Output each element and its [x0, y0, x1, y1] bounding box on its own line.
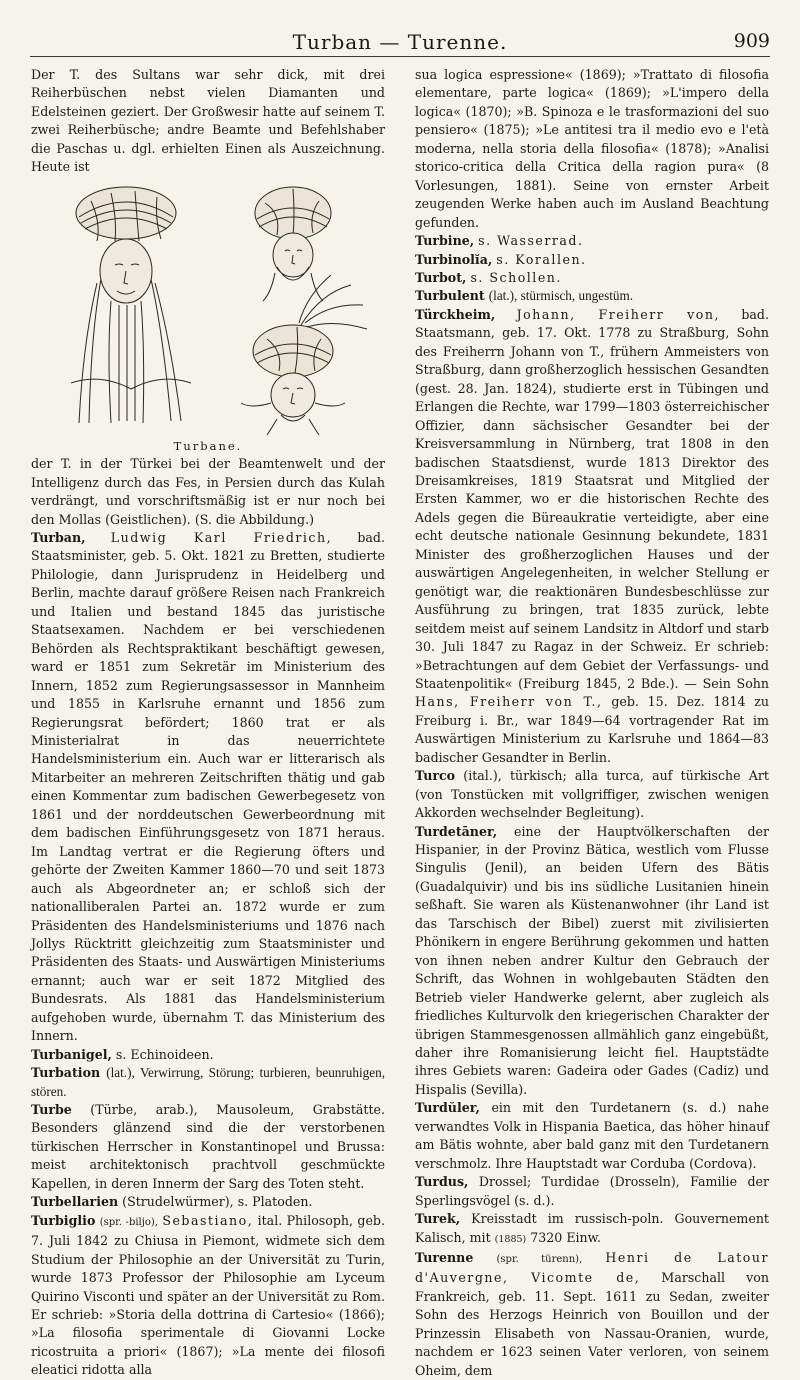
entry-text: (Türbe, arab.), Mausoleum, Grabstätte. Besonders glänzend sind die der verstorbenen türkischen Herrscher in Konstantinopel und Brussa: meist architektonisch prachtvoll geschmückte Kapellen, in deren Innerm der Sarg des Toten steht. [31, 1102, 385, 1191]
entry-text: (lat.), Verwirrung, Störung; turbieren, beunruhigen, stören. [31, 1065, 385, 1099]
pronunciation: (spr. türenn), [496, 1254, 583, 1265]
entry-turduler [415, 1099, 769, 1173]
person-name: Sebastiano, [162, 1212, 254, 1228]
turban-figure-bottom-right [241, 275, 367, 435]
census-year: (1885) [494, 1233, 527, 1245]
headword: Turbinolĭa, [415, 251, 493, 267]
headword: Turbanigel, [31, 1046, 112, 1062]
headword: Turenne [415, 1250, 474, 1265]
entry-text: bad. Staatsminister, geb. 5. Okt. 1821 zu Bretten, studierte Philologie, dann Jurisprudenz in Heidelberg und Berlin, machte darauf größere Reisen nach Frankreich und Italien und bestand 1845 das juristische Staatsexamen. Nachdem er bei verschiedenen Behörden als Rechtspraktikant beschäftigt gewesen, ward er 1851 zum Sekretär im Ministerium des Innern, 1852 zum Regierungsassessor in Mannheim und 1855 in Karlsruhe ernannt und 1856 zum Regierungsrat befördert; 1860 trat er als Ministerialrat in das neuerrichtete Handelsministerium ein. Auch war er litterarisch als Mitarbeiter an mehreren Zeitschriften thätig und gab einen Kommentar zum badischen Gewerbegesetz von 1861 und der norddeutschen Gewerbeordnung mit dem badischen Einführungsgesetz von 1871 heraus. Im Landtag vertrat er die Regierung öfters und gehörte der Zweiten Kammer 1860—70 und seit 1873 auch als Abgeordneter an; er schloß sich der nationalliberalen Partei an. 1872 wurde er zum Präsidenten des Handelsministeriums und 1876 nach Jollys Rücktritt gleichzeitig zum Staatsminister und Präsidenten des Staats- und Auswärtigen Ministeriums ernannt; auch war er seit 1872 Mitglied des Bundesrats. Als 1881 das Handelsministerium aufgehoben wurde, übernahm T. das Ministerium des Innern. [31, 529, 385, 1044]
headword: Turek, [415, 1211, 461, 1227]
headword: Turdetāner, [415, 823, 498, 839]
headword: Turdŭler, [415, 1100, 480, 1116]
entry-text: (lat.), stürmisch, ungestüm. [488, 288, 634, 304]
entry-turbanigel [31, 1046, 385, 1064]
paragraph-turbiglio-continued: sua logica espressione« (1869); »Trattato di filosofia elementare, parte logica« (1869); »L'impero della logica« (1870); »B. Spinoza e le trasformazioni del suo pensiero« (1875); »Le antitesi tra il medio evo e l'età moderna, nella storia della filosofia« (1878); »Analisi storico-critica della Critica della ragion pura« (8 Vorlesungen, 1881). Seine von ernster Arbeit zeugenden Werke haben auch im Ausland Beachtung gefunden. [415, 67, 769, 230]
entry-turbellarien [31, 1193, 385, 1211]
headword: Turbiglio [31, 1212, 96, 1228]
running-title: Turban — Turenne. [292, 30, 508, 54]
page-number: 909 [733, 30, 770, 52]
turban-figure-left [71, 187, 191, 423]
entry-text: Marschall von Frankreich, geb. 11. Sept. 1611 zu Sedan, zweiter Sohn des Herzogs Heinrich von Bouillon und der Prinzessin Elisabeth von Nassau-Oranien, wurde, nachdem er 1623 seinen Vater verloren, von seinem Oheim, dem [415, 1270, 769, 1378]
headword: Turbe [31, 1102, 72, 1118]
entry-text: (ital.), türkisch; alla turca, auf türkische Art (von Tonstücken mit vollgriffiger, zwischen wenigen Akkorden wechselnder Begleitung). [415, 768, 769, 821]
entry-text-continued: geb. 15. Dez. 1814 zu Freiburg i. Br., war 1849—64 vortragender Rat im Auswärtigen Ministerium zu Karlsruhe und 1864—83 badischer Gesandter in Berlin. [415, 694, 769, 765]
turban-figure-top-right [255, 187, 331, 301]
headword: Turban, [31, 529, 86, 545]
entry-turbulent [415, 287, 769, 305]
entry-text: s. Korallen. [496, 251, 587, 267]
entry-turdus [415, 1173, 769, 1210]
entry-turenne [415, 1249, 769, 1380]
paragraph-turban-intro: Der T. des Sultans war sehr dick, mit drei Reiherbüschen nebst vielen Diamanten und Edelsteinen geziert. Der Großwesir hatte auf seinem T. zwei Reiherbüsche; andre Beamte und Befehlshaber die Paschas u. dgl. erhielten Einen als Auszeichnung. Heute ist [31, 67, 385, 175]
entry-text: s. Wasserrad. [478, 233, 584, 249]
person-name: Henri de Latour d'Auvergne, Vicomte de, [415, 1250, 769, 1286]
right-column [415, 66, 769, 1380]
entry-text: s. Schollen. [470, 269, 562, 285]
entry-turbiglio [31, 1212, 385, 1380]
left-column [31, 66, 385, 1380]
entry-text: s. Echinoideen. [115, 1046, 214, 1062]
entry-text: (Strudelwürmer), s. Platoden. [122, 1194, 313, 1210]
person-name-son: Hans, Freiherr von T., [415, 694, 603, 710]
entry-text: ital. Philosoph, geb. 7. Juli 1842 zu Chiusa in Piemont, widmete sich dem Studium der Philosophie an der Universität zu Turin, wurde 1873 Professor der Philosophie am Lyceum Quirino Visconti und später an der Universität zu Rom. Er schrieb: »Storia della dottrina di Cartesio« (1866); »La filosofia sperimentale di Giovanni Locke ricostruita a priori« (1867); »La mente dei filosofi eleatici ridotta alla [31, 1212, 385, 1378]
entry-turban-ludwig [31, 529, 385, 1046]
entry-text: Drossel; Turdidae (Drosseln), Familie der Sperlingsvögel (s. d.). [415, 1174, 769, 1208]
headword: Turbot, [415, 269, 467, 285]
headword: Türckheim, [415, 306, 496, 322]
entry-turbinolia [415, 251, 769, 269]
pronunciation: (spr. -biljo), [99, 1216, 158, 1228]
header-rule [30, 56, 770, 57]
entry-turbine [415, 232, 769, 250]
entry-text: bad. Staatsmann, geb. 17. Okt. 1778 zu Straßburg, Sohn des Freiherrn Johann von T., frühern Ammeisters von Straßburg, dann großherzoglich hessischen Gesandten (gest. 28. Jan. 1824), studierte erst in Tübingen und Erlangen die Rechte, war 1799—1803 österreichischer Offizier, dann sächsischer Gesandter bei der Kreisversammlung in Nürnberg, trat 1808 in den badischen Staatsdienst, wurde 1813 Direktor des Dreisamkreises, 1819 Staatsrat und Mitglied der Ersten Kammer, wo er die historischen Rechte des Adels gegen die Büreaukratie verteidigte, aber eine echt deutsche nationale Gesinnung bekundete, 1831 Minister des großherzoglichen Hauses und der auswärtigen Angelegenheiten, in welcher Stellung er genötigt war, die reaktionären Bundesbeschlüsse zur Ausführung zu bringen, trat 1835 zurück, lebte seitdem meist auf seinem Landsitz in Altdorf und starb 30. Juli 1847 zu Ragaz in der Schweiz. Er schrieb: »Betrachtungen auf dem Gebiet der Verfassungs- und Staatenpolitik« (Freiburg 1845, 2 Bde.). — Sein Sohn [415, 306, 769, 691]
headword: Turbellarien [31, 1194, 119, 1210]
entry-turdetaner [415, 823, 769, 1100]
entry-turbation [31, 1064, 385, 1101]
turban-engravings-icon [31, 183, 385, 435]
headword: Turbulent [415, 288, 485, 304]
entry-turckheim [415, 306, 769, 767]
figure-caption: Turbane. [173, 438, 243, 453]
entry-turbe [31, 1101, 385, 1193]
entry-turbot [415, 269, 769, 287]
person-name: Johann, Freiherr von, [516, 306, 720, 322]
entry-turco [415, 767, 769, 822]
person-name: Ludwig Karl Friedrich, [110, 529, 333, 545]
entry-turek [415, 1210, 769, 1249]
entry-text: eine der Hauptvölkerschaften der Hispanier, in der Provinz Bätica, westlich vom Flusse Singulis (Jenil), an beiden Ufern des Bätis (Guadalquivir) und bis ins südliche Lusitanien hinein seßhaft. Sie waren als Küstenanwohner (ihr Land ist das Tarschisch der Bibel) zuerst mit zivilisierten Phönikern in engere Berührung gekommen und hatten von ihnen neben andrer Kultur den Gebrauch der Schrift, das Wohnen in wohlgebauten Städten den Betrieb vieler Handwerke gelernt, aber zugleich als friedliches Kulturvolk den kriegerischen Charakter der übrigen Stammesgenossen allmählich ganz eingebüßt, daher ihre Romanisierung leicht fiel. Hauptstädte ihres Gebiets waren: Gadeira oder Gades (Cadiz) und Hispalis (Sevilla). [415, 823, 769, 1097]
headword: Turco [415, 768, 456, 784]
entry-text: Kreisstadt im russisch-poln. Gouvernement Kalisch, mit [415, 1211, 769, 1245]
entry-text: ein mit den Turdetanern (s. d.) nahe verwandtes Volk in Hispania Baetica, das höher hinauf am Bätis wohnte, aber bald ganz mit den Turdetanern verschmolz. Ihre Hauptstadt war Corduba (Cordova). [415, 1100, 769, 1171]
headword: Turdus, [415, 1174, 469, 1190]
paragraph-turban-after-figure: der T. in der Türkei bei der Beamtenwelt und der Intelligenz durch das Fes, in Persien durch das Kulah verdrängt, und vorschriftsmäßig ist er nur noch bei den Mollas (Geistlichen). (S. die Abbildung.) [31, 456, 385, 527]
entry-text-continued: 7320 Einw. [530, 1229, 601, 1245]
headword: Turbation [31, 1065, 101, 1081]
headword: Turbine, [415, 233, 475, 249]
turbans-illustration [31, 183, 385, 435]
